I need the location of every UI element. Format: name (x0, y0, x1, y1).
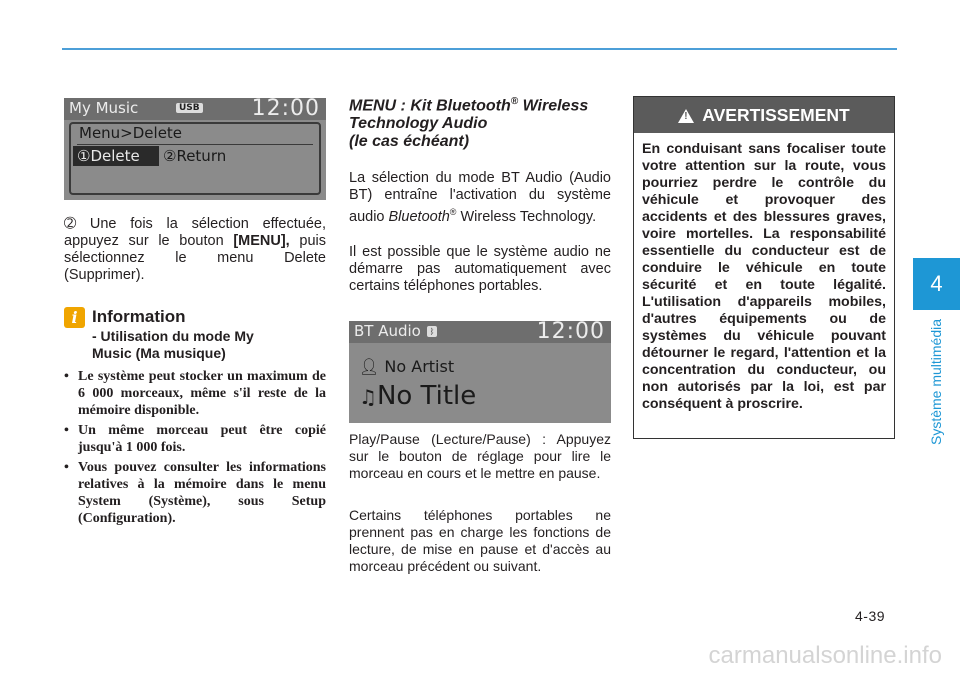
menu-title: Menu>Delete (79, 124, 183, 142)
play-pause-paragraph: Play/Pause (Lecture/Pause) : Appuyez sur le bouton de réglage pour lire le morceau en cours et le mettre en pause. (349, 431, 611, 481)
section-title: MENU : Kit Bluetooth® Wireless Technology Audio (le cas échéant) (349, 96, 589, 151)
screen-title: My Music (69, 99, 139, 117)
warning-triangle-icon (678, 109, 694, 123)
bt-audio-screen (349, 321, 611, 423)
watermark: carmanualsonline.info (708, 642, 942, 669)
info-bullets (64, 368, 326, 530)
bullet-item: • Vous pouvez consulter les informations relatives à la mémoire dans le menu System (Système), sous Setup (Configuration). (64, 459, 326, 527)
chapter-label: Système multimédia (928, 318, 944, 446)
unsupported-phones-paragraph: Certains téléphones portables ne prennent pas en charge les fonctions de lecture, de mise en pause et d'accès au morceau précédent ou suivant. (349, 507, 611, 574)
bluetooth-icon: ᛒ (427, 326, 437, 337)
info-icon: i (64, 307, 85, 328)
usb-badge: USB (176, 103, 203, 113)
info-heading: Information (92, 307, 186, 326)
menu-panel (69, 122, 321, 195)
song-title: ♫No Title (359, 381, 477, 411)
info-subheading: - Utilisation du mode My Music (Ma musique) (92, 328, 254, 361)
bullet-item: • Un même morceau peut être copié jusqu'à 1 000 fois. (64, 422, 326, 456)
screen-clock: 12:00 (536, 321, 605, 344)
warning-header (634, 97, 894, 133)
menu-separator (77, 144, 313, 145)
chapter-tab: 4 (913, 258, 960, 310)
person-icon: 👤︎ (359, 357, 385, 376)
bt-audio-paragraph: La sélection du mode BT Audio (Audio BT) entraîne l'activation du système audio Bluetooth® Wireless Technology. (349, 170, 611, 225)
page-number: 4-39 (855, 608, 886, 624)
screen-clock: 12:00 (251, 98, 320, 121)
top-rule (62, 48, 897, 50)
step-2-text: ➁ Une fois la sélection effectuée, appuyez sur le bouton [MENU], puis sélectionnez le menu Delete (Supprimer). (64, 216, 327, 283)
warning-title: AVERTISSEMENT (702, 105, 850, 125)
auto-start-paragraph: Il est possible que le système audio ne démarre pas automatiquement avec certains téléphones portables. (349, 244, 611, 294)
warning-box (633, 96, 895, 439)
delete-option: ①Delete (73, 146, 159, 166)
artist-label: 👤︎ No Artist (359, 357, 455, 376)
screen-title: BT Audio (354, 322, 421, 340)
music-note-icon: ♫ (359, 385, 377, 409)
return-option: ②Return (163, 147, 227, 165)
my-music-screen (64, 98, 326, 200)
warning-text: En conduisant sans focaliser toute votre attention sur la route, vous pourriez perdre le contrôle du véhicule et provoquer des accidents et des blessures graves, voire mortelles. La responsabilité essentielle du conducteur est de conduire le véhicule en toute sécurité et en toute légalité. L'utilisation d'appareils mobiles, d'autres équipements ou de systèmes du véhicule pouvant détourner le regard, l'attention et la concentration du conducteur, ou non autorisés par la loi, est par conséquent à proscrire. (642, 141, 886, 412)
bullet-item: • Le système peut stocker un maximum de 6 000 morceaux, même s'il reste de la mémoire disponible. (64, 368, 326, 419)
